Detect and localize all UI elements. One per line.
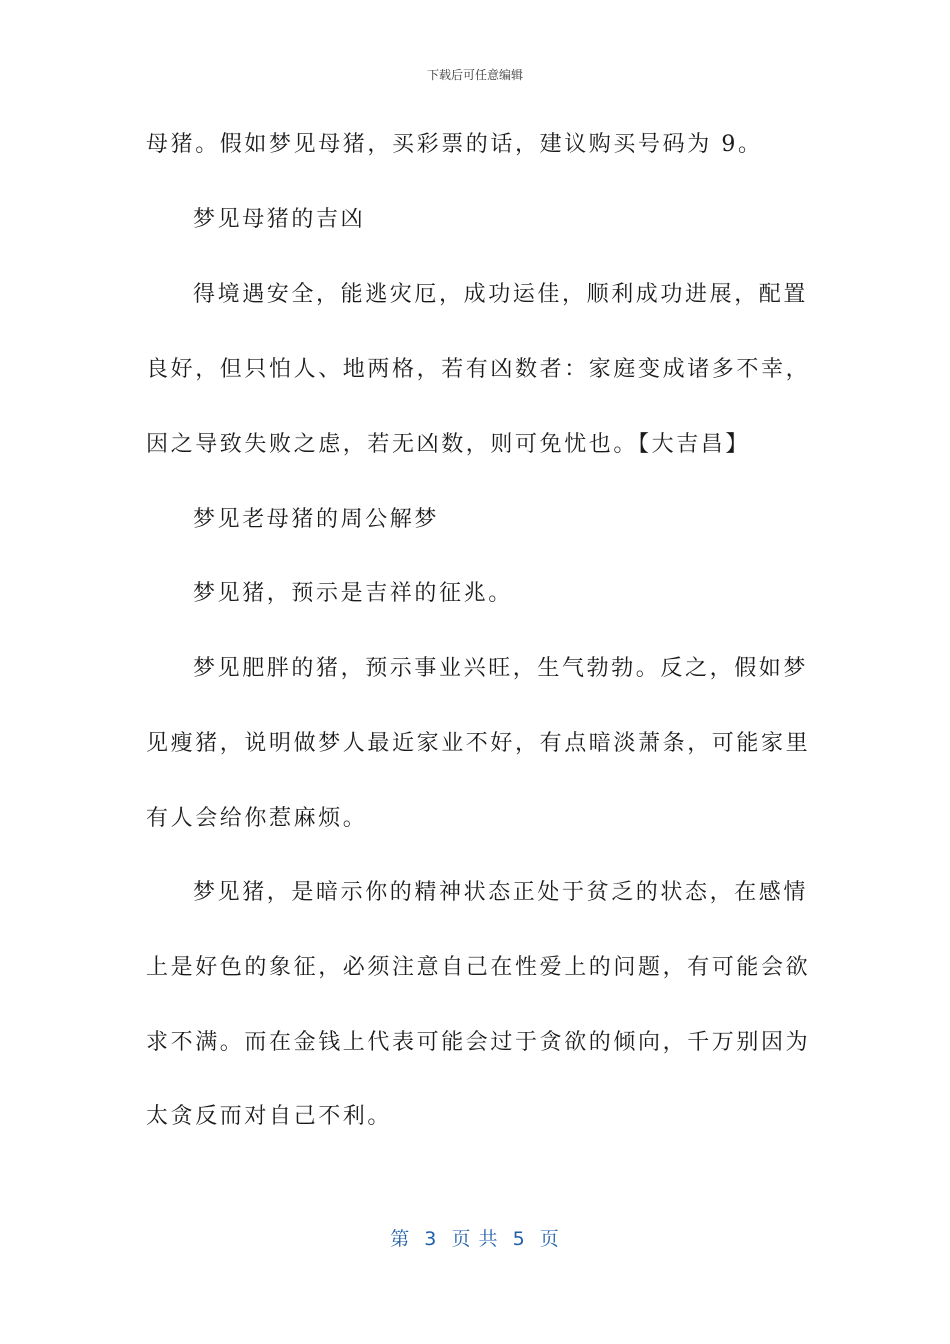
paragraph-line: 太贪反而对自己不利。 [146, 1104, 393, 1129]
page-header: 下载后可任意编辑 [426, 68, 523, 82]
paragraph-line: 梦见猪，预示是吉祥的征兆。 [193, 581, 513, 606]
section-heading: 梦见母猪的吉凶 [193, 207, 366, 232]
paragraph-line: 见瘦猪，说明做梦人最近家业不好，有点暗淡萧条，可能家里 [146, 731, 811, 756]
paragraph-line: 梦见肥胖的猪，预示事业兴旺，生气勃勃。反之，假如梦 [193, 656, 809, 681]
paragraph-line: 梦见猪，是暗示你的精神状态正处于贫乏的状态，在感情 [193, 880, 809, 905]
paragraph-line: 母猪。假如梦见母猪，买彩票的话，建议购买号码为 9。 [146, 132, 763, 157]
paragraph-line: 良好，但只怕人、地两格，若有凶数者：家庭变成诸多不幸， [146, 357, 811, 382]
page-number-footer: 第 3 页 共 5 页 [390, 1228, 560, 1250]
section-heading: 梦见老母猪的周公解梦 [193, 507, 440, 532]
paragraph-line: 有人会给你惹麻烦。 [146, 806, 368, 831]
paragraph-line: 上是好色的象征，必须注意自己在性爱上的问题，有可能会欲 [146, 955, 811, 980]
paragraph-line: 求不满。而在金钱上代表可能会过于贪欲的倾向，千万别因为 [146, 1030, 811, 1055]
paragraph-line: 得境遇安全，能逃灾厄，成功运佳，顺利成功进展，配置 [193, 282, 809, 307]
paragraph-line: 因之导致失败之虑，若无凶数，则可免忧也。【大吉昌】 [146, 432, 751, 457]
